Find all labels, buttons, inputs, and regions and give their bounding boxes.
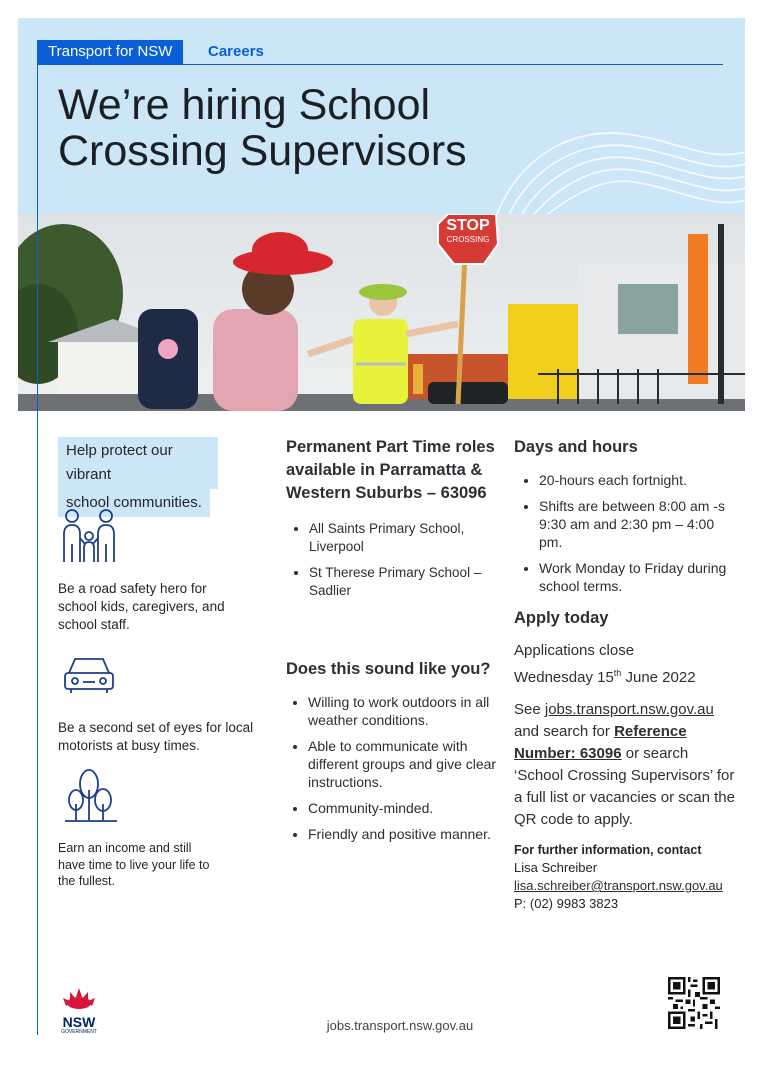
careers-link[interactable]: Careers xyxy=(208,43,264,60)
waratah-icon xyxy=(58,988,100,1010)
highlight-line-1: Help protect our vibrant xyxy=(58,437,218,489)
applications-close: Applications close Wednesday 15th June 2022 xyxy=(514,642,696,686)
list-item: • Work Monday to Friday during school terms. xyxy=(539,559,736,595)
contact-email-link[interactable]: lisa.schreiber@transport.nsw.gov.au xyxy=(514,878,723,893)
page-title: We’re hiring School Crossing Supervisors xyxy=(58,81,467,175)
benefit-road-safety: Be a road safety hero for school kids, caregivers, and school staff. xyxy=(58,581,225,632)
qr-code-icon xyxy=(668,977,720,1029)
highlight-line-2: school communities. xyxy=(58,489,210,517)
jobs-site-link[interactable]: jobs.transport.nsw.gov.au xyxy=(544,701,714,718)
traits-list xyxy=(286,693,502,843)
apply-instructions: See jobs.transport.nsw.gov.au and search for Reference Number: 63096 or search ‘School Crossing Supervisors’ for a full list or vacancies or scan the QR code to apply. xyxy=(514,701,735,828)
list-item: • All Saints Primary School, Liverpool xyxy=(309,520,502,556)
header-divider xyxy=(37,64,723,65)
days-list xyxy=(514,471,736,595)
days-heading: Days and hours xyxy=(514,438,638,456)
apply-heading: Apply today xyxy=(514,609,609,627)
sound-heading: Does this sound like you? xyxy=(286,660,491,678)
list-item: • Willing to work outdoors in all weather conditions. xyxy=(308,693,502,729)
info-heading: For further information, contact xyxy=(514,843,702,857)
list-item: • Community-minded. xyxy=(308,799,502,817)
footer-url[interactable]: jobs.transport.nsw.gov.au xyxy=(326,1018,474,1033)
contact-name: Lisa Schreiber xyxy=(514,860,598,875)
stop-sign-text: STOP xyxy=(446,217,490,234)
contact-phone: P: (02) 9983 3823 xyxy=(514,896,619,911)
schools-list xyxy=(286,520,502,600)
benefit-eyes: Be a second set of eyes for local motorists at busy times. xyxy=(58,720,254,753)
brand-tab[interactable]: Transport for NSW xyxy=(37,40,183,64)
nsw-government-logo: NSW GOVERNMENT xyxy=(58,988,100,1035)
list-item: • 20-hours each fortnight. xyxy=(539,471,736,489)
roles-heading: Permanent Part Time roles available in Parramatta & Western Suburbs – 63096 xyxy=(286,438,495,502)
left-accent-rule xyxy=(37,40,38,1035)
trees-icon xyxy=(65,766,117,824)
crossing-sign-text: CROSSING xyxy=(446,235,490,244)
car-icon xyxy=(63,655,115,695)
list-item: • Able to communicate with different groups and give clear instructions. xyxy=(308,737,502,791)
family-icon xyxy=(60,508,118,564)
reference-number: Reference Number: 63096 xyxy=(514,723,687,762)
benefit-income: Earn an income and still have time to live your life to the fullest. xyxy=(58,841,210,888)
hero-photo xyxy=(18,214,745,411)
list-item: • St Therese Primary School – Sadlier xyxy=(309,564,502,600)
list-item: • Friendly and positive manner. xyxy=(308,825,502,843)
list-item: • Shifts are between 8:00 am -s 9:30 am and 2:30 pm – 4:00 pm. xyxy=(539,497,736,551)
